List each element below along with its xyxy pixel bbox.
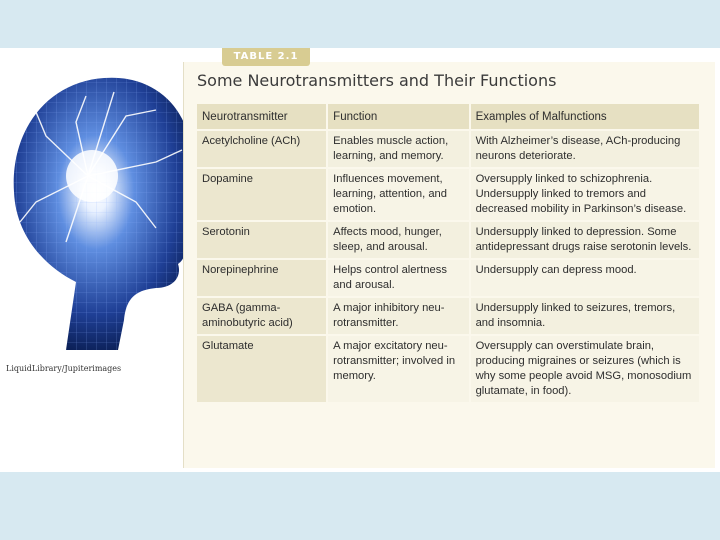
image-credit: LiquidLibrary/Jupiterimages — [6, 364, 122, 373]
brain-head-illustration — [6, 52, 206, 350]
table-cell: Undersupply can depress mood. — [470, 259, 700, 297]
table-cell: Oversupply linked to schizophrenia. Undersupply linked to tremors and decreased mobility in Parkinson’s disease. — [470, 168, 700, 221]
table-title: Some Neurotransmitters and Their Functions — [197, 71, 557, 90]
table-row — [197, 297, 700, 335]
table-cell: Acetylcholine (ACh) — [197, 130, 327, 168]
column-header: Neurotransmitter — [197, 104, 327, 130]
table-cell: With Alzheimer’s disease, ACh-producing neurons deteriorate. — [470, 130, 700, 168]
table-cell: Norepinephrine — [197, 259, 327, 297]
table-cell: Glutamate — [197, 335, 327, 402]
table-cell: Affects mood, hunger, sleep, and arousal. — [327, 221, 469, 259]
table-cell: Enables muscle action, learning, and memory. — [327, 130, 469, 168]
table-cell: Oversupply can overstimulate brain, producing migraines or seizures (which is why some people avoid MSG, monosodium glutamate, in food). — [470, 335, 700, 402]
table-cell: Influences movement, learning, attention, and emotion. — [327, 168, 469, 221]
table-cell: Helps control alertness and arousal. — [327, 259, 469, 297]
table-row — [197, 130, 700, 168]
table-cell: A major inhibitory neu-rotransmitter. — [327, 297, 469, 335]
table-row — [197, 335, 700, 402]
column-header: Examples of Malfunctions — [470, 104, 700, 130]
table-row — [197, 221, 700, 259]
neurotransmitter-table — [197, 104, 701, 402]
table-row — [197, 168, 700, 221]
table-cell: GABA (gamma-aminobutyric acid) — [197, 297, 327, 335]
table-cell: Undersupply linked to depression. Some antidepressant drugs raise serotonin levels. — [470, 221, 700, 259]
table-header-row — [197, 104, 700, 130]
table-cell: Serotonin — [197, 221, 327, 259]
table-cell: A major excitatory neu-rotransmitter; involved in memory. — [327, 335, 469, 402]
table-cell: Undersupply linked to seizures, tremors, and insomnia. — [470, 297, 700, 335]
table-tab-label: TABLE 2.1 — [222, 48, 310, 66]
column-header: Function — [327, 104, 469, 130]
table-cell: Dopamine — [197, 168, 327, 221]
table-row — [197, 259, 700, 297]
